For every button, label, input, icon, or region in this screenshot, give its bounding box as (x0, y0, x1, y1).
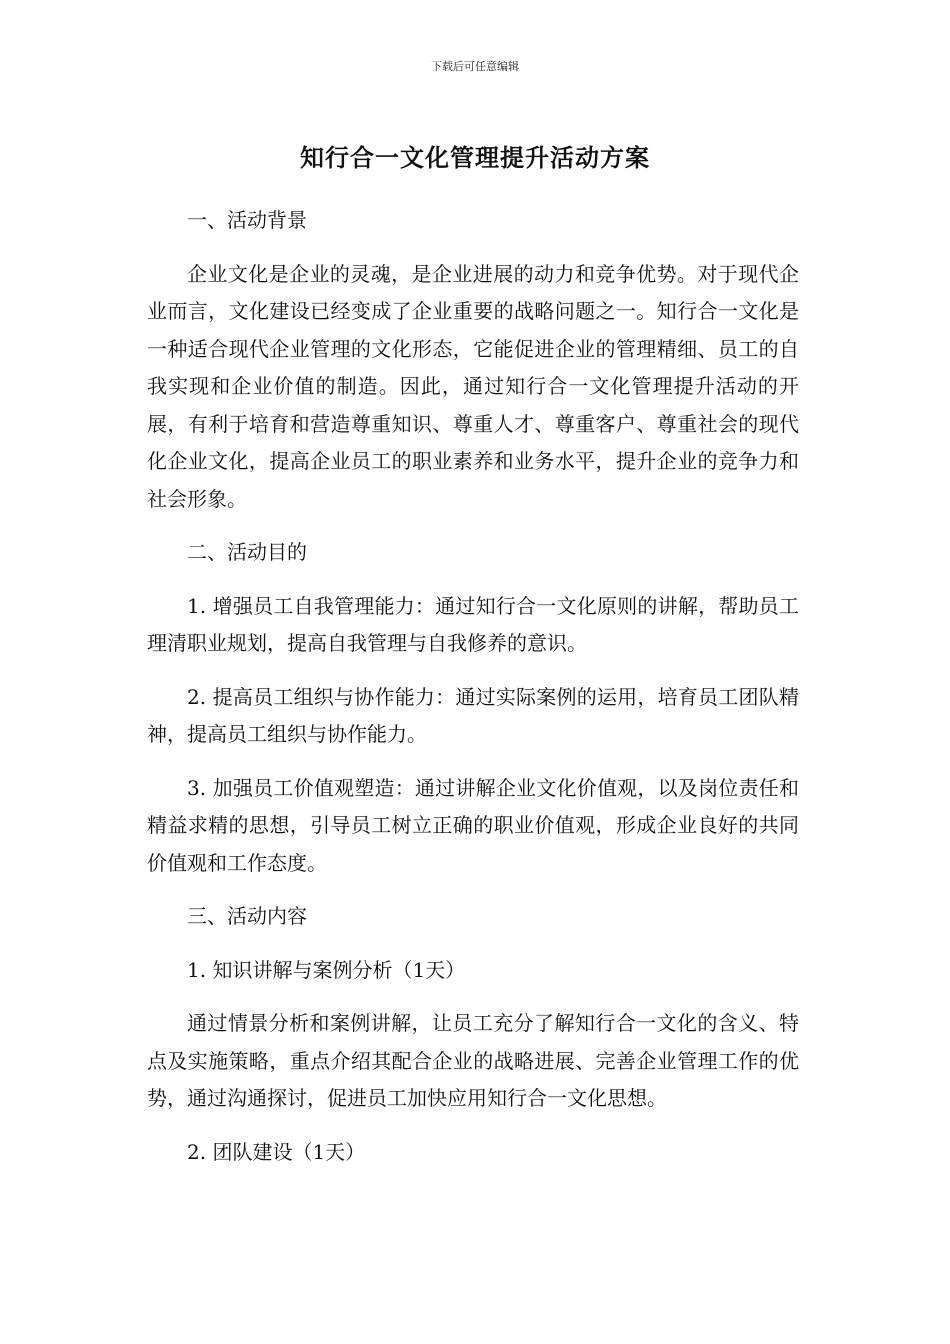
section-heading: 三、活动内容 (187, 904, 307, 928)
subheading: 2. 团队建设（1天） (187, 1139, 366, 1164)
section-heading: 二、活动目的 (187, 540, 307, 564)
section-objectives (147, 534, 799, 882)
paragraph: 通过情景分析和案例讲解，让员工充分了解知行合一文化的含义、特点及实施策略，重点介绍其配合企业的战略进展、完善企业管理工作的优势，通过沟通探讨，促进员工加快应用知行合一文化思想。 (147, 1011, 799, 1110)
section-content (147, 898, 799, 1171)
document-body (147, 202, 799, 1187)
download-note: 下载后可任意编辑 (431, 60, 519, 73)
section-background (147, 202, 799, 518)
paragraph: 1. 增强员工自我管理能力：通过知行合一文化原则的讲解，帮助员工理清职业规划，提高自我管理与自我修养的意识。 (147, 593, 799, 655)
section-heading: 一、活动背景 (187, 208, 307, 232)
document-title: 知行合一文化管理提升活动方案 (300, 144, 650, 172)
paragraph: 2. 提高员工组织与协作能力：通过实际案例的运用，培育员工团队精神，提高员工组织与协作能力。 (147, 684, 799, 746)
paragraph: 3. 加强员工价值观塑造：通过讲解企业文化价值观，以及岗位责任和精益求精的思想，引导员工树立正确的职业价值观，形成企业良好的共同价值观和工作态度。 (147, 775, 799, 875)
subheading: 1. 知识讲解与案例分析（1天） (187, 957, 466, 982)
paragraph: 企业文化是企业的灵魂，是企业进展的动力和竞争优势。对于现代企业而言，文化建设已经变成了企业重要的战略问题之一。知行合一文化是一种适合现代企业管理的文化形态，它能促进企业的管理精细、员工的自我实现和企业价值的制造。因此，通过知行合一文化管理提升活动的开展，有利于培育和营造尊重知识、尊重人才、尊重客户、尊重社会的现代化企业文化，提高企业员工的职业素养和业务水平，提升企业的竞争力和社会形象。 (147, 261, 799, 511)
